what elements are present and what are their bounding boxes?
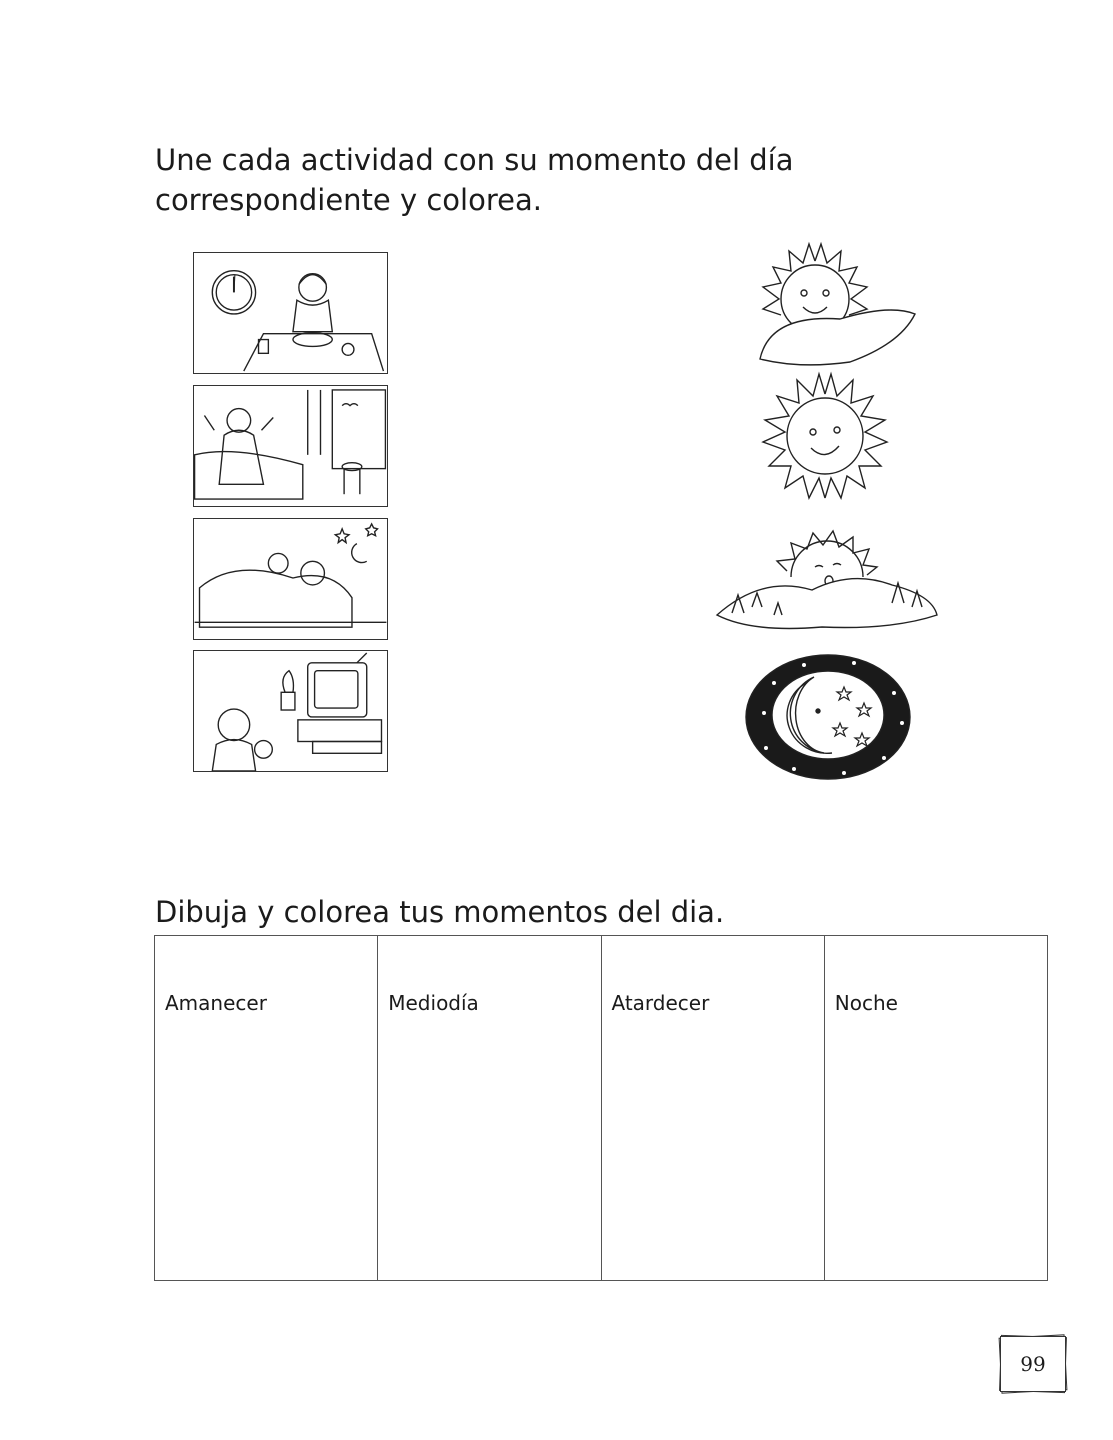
instruction-line-1: Une cada actividad con su momento del día xyxy=(155,143,794,177)
instruction-text xyxy=(155,140,915,220)
drawing-cell-amanecer[interactable] xyxy=(155,936,378,1280)
watching-tv-scene xyxy=(193,650,388,772)
cell-label: Amanecer xyxy=(165,991,267,1015)
sunset-icon xyxy=(712,535,940,635)
eating-lunch-scene xyxy=(193,252,388,374)
drawing-cell-atardecer[interactable] xyxy=(602,936,825,1280)
cell-label: Mediodía xyxy=(388,991,479,1015)
waking-up-scene xyxy=(193,385,388,507)
page-number: 99 xyxy=(1020,1352,1046,1376)
noon-sun-icon xyxy=(740,374,910,504)
cell-label: Noche xyxy=(834,991,898,1015)
sleeping-scene xyxy=(193,518,388,640)
drawing-cell-noche[interactable] xyxy=(825,936,1047,1280)
drawing-section-title: Dibuja y colorea tus momentos del dia. xyxy=(155,895,725,929)
cell-label: Atardecer xyxy=(611,991,710,1015)
drawing-cell-mediodia[interactable] xyxy=(378,936,601,1280)
drawing-table xyxy=(154,935,1048,1281)
sunrise-icon xyxy=(730,244,920,369)
page-number-box xyxy=(1000,1336,1066,1392)
instruction-line-2: correspondiente y colorea. xyxy=(155,183,542,217)
night-moon-icon xyxy=(744,653,912,781)
